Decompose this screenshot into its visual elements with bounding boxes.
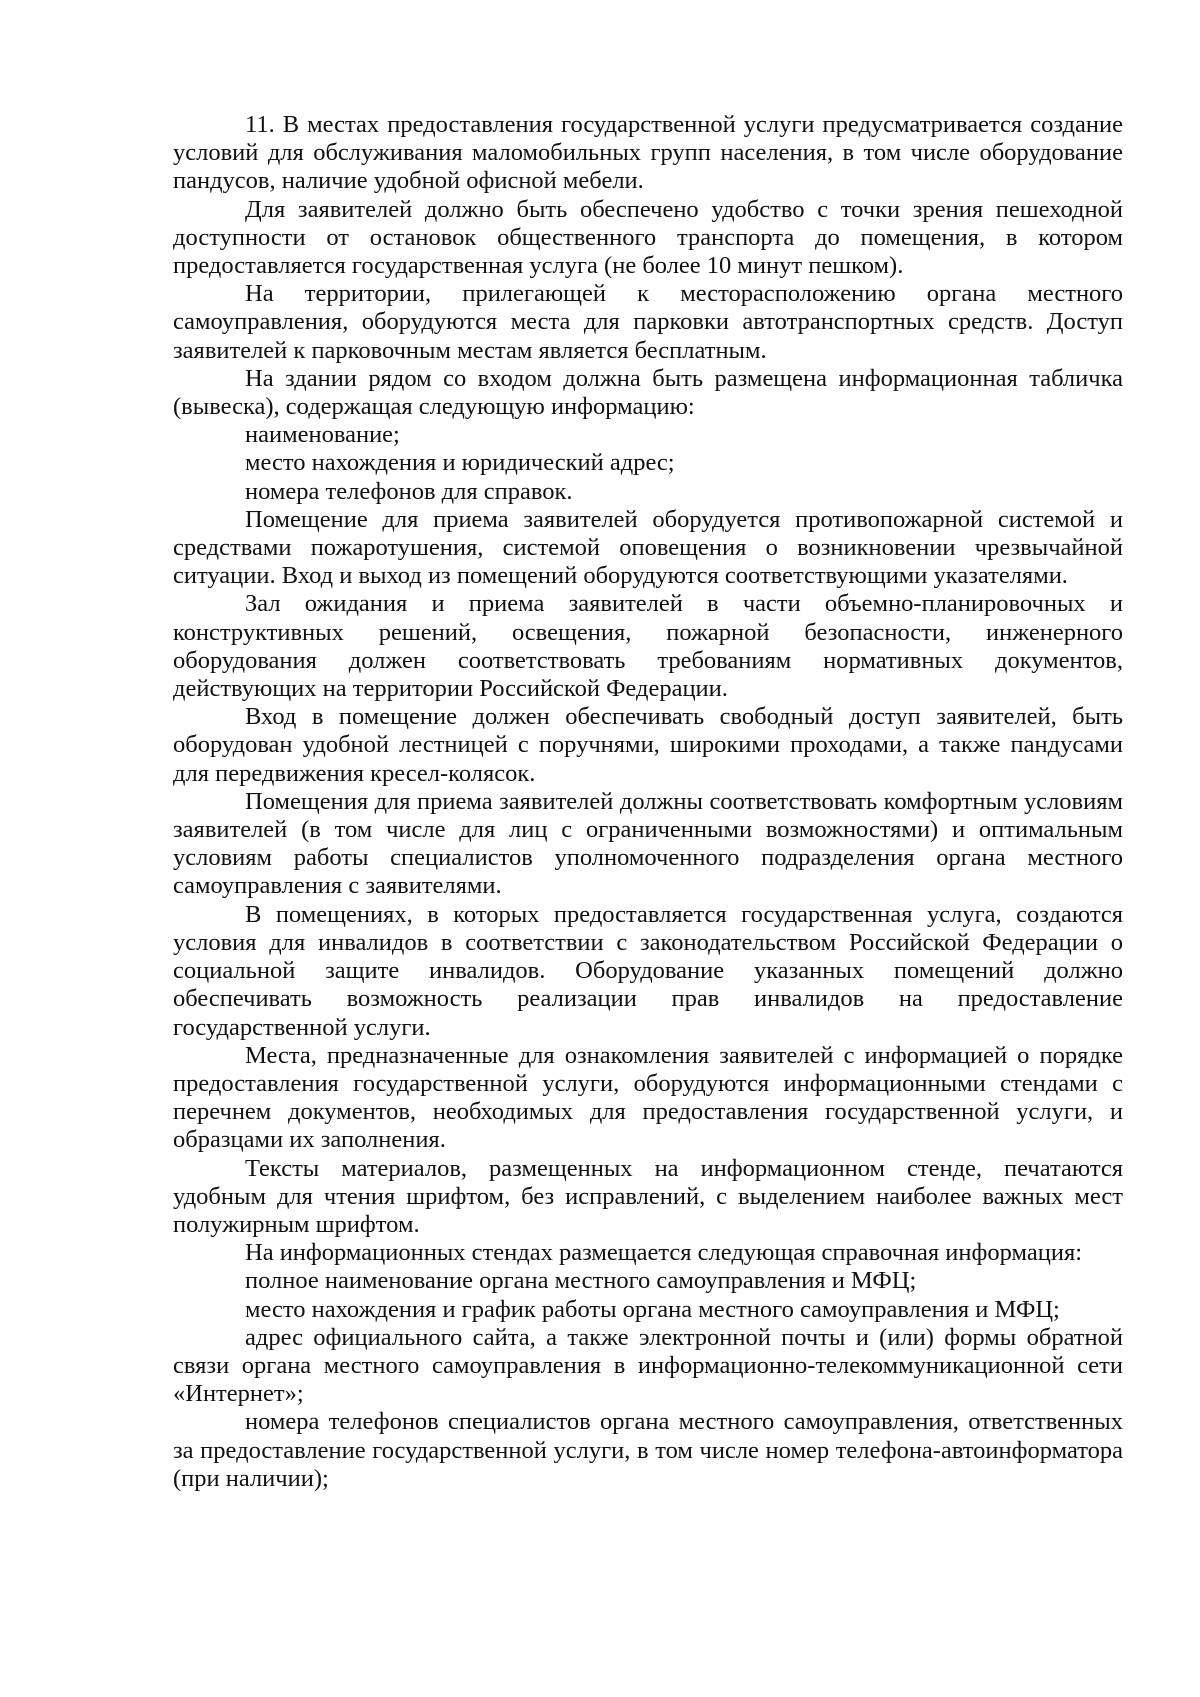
list-item-phones: номера телефонов для справок. xyxy=(245,477,573,505)
paragraph-8: Помещения для приема заявителей должны соответствовать комфортным условиям заявителей (в том числе для лиц с ограниченными возможностями) и оптимальным условиям работы специалистов уполномоченного подразделения органа местного самоуправления с заявителями. xyxy=(173,787,1123,900)
paragraph-4: На здании рядом со входом должна быть размещена информационная табличка (вывеска), содержащая следующую информацию: xyxy=(173,364,1123,421)
paragraph-12: На информационных стендах размещается следующая справочная информация: xyxy=(245,1239,1083,1267)
paragraph-7: Вход в помещение должен обеспечивать свободный доступ заявителей, быть оборудован удобной лестницей с поручнями, широкими проходами, а также пандусами для передвижения кресел-колясок. xyxy=(173,703,1123,787)
paragraph-1: 11. В местах предоставления государственной услуги предусматривается создание условий для обслуживания маломобильных групп населения, в том числе оборудование пандусов, наличие удобной офисной мебели. xyxy=(173,111,1123,195)
paragraph-2: Для заявителей должно быть обеспечено удобство с точки зрения пешеходной доступности от остановок общественного транспорта до помещения, в котором предоставляется государственная услуга (не более 10 минут пешком). xyxy=(173,195,1123,280)
list-item-location-schedule: место нахождения и график работы органа местного самоуправления и МФЦ; xyxy=(245,1295,1060,1323)
paragraph-11: Тексты материалов, размещенных на информационном стенде, печатаются удобным для чтения шрифтом, без исправлений, с выделением наиболее важных мест полужирным шрифтом. xyxy=(173,1154,1123,1238)
paragraph-9: В помещениях, в которых предоставляется государственная услуга, создаются условия для инвалидов в соответствии с законодательством Российской Федерации о социальной защите инвалидов. Оборудование указанных помещений должно обеспечивать возможность реализации прав инвалидов на предоставление государственной услуги. xyxy=(173,900,1123,1041)
list-item-name: наименование; xyxy=(245,421,400,449)
list-item-address: место нахождения и юридический адрес; xyxy=(245,449,675,477)
list-item-website: адрес официального сайта, а также электронной почты и (или) формы обратной связи органа местного самоуправления в информационно-телекоммуникационной сети «Интернет»; xyxy=(173,1323,1123,1408)
paragraph-3: На территории, прилегающей к месторасположению органа местного самоуправления, оборудуются места для парковки автотранспортных средств. Доступ заявителей к парковочным местам является бесплатным. xyxy=(173,280,1123,364)
document-page xyxy=(173,111,1123,1493)
paragraph-5: Помещение для приема заявителей оборудуется противопожарной системой и средствами пожаротушения, системой оповещения о возникновении чрезвычайной ситуации. Вход и выход из помещений оборудуются соответствующими указателями. xyxy=(173,505,1123,590)
list-item-specialist-phones: номера телефонов специалистов органа местного самоуправления, ответственных за предоставление государственной услуги, в том числе номер телефона-автоинформатора (при наличии); xyxy=(173,1408,1123,1492)
paragraph-6: Зал ожидания и приема заявителей в части объемно-планировочных и конструктивных решений, освещения, пожарной безопасности, инженерного оборудования должен соответствовать требованиям нормативных документов, действующих на территории Российской Федерации. xyxy=(173,590,1123,703)
list-item-full-name: полное наименование органа местного самоуправления и МФЦ; xyxy=(245,1267,917,1295)
paragraph-10: Места, предназначенные для ознакомления заявителей с информацией о порядке предоставления государственной услуги, оборудуются информационными стендами с перечнем документов, необходимых для предоставления государственной услуги, и образцами их заполнения. xyxy=(173,1041,1123,1154)
